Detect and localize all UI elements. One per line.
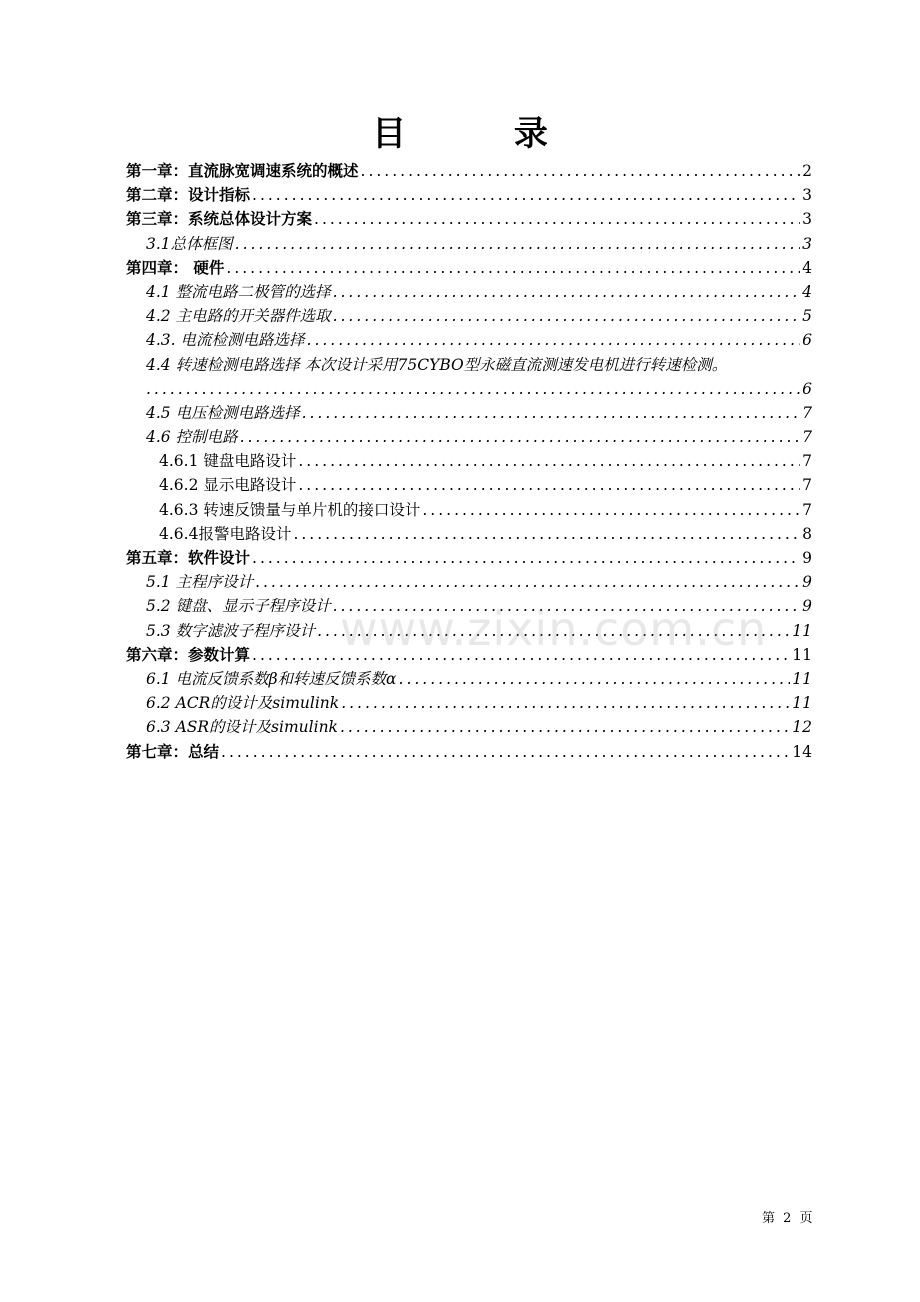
toc-entry-page: 9 — [802, 549, 812, 567]
toc-entry-page: 3 — [802, 210, 812, 229]
toc-entry-label: 5.3 数字滤波子程序设计 — [146, 621, 316, 640]
toc-leader-dots — [341, 691, 790, 715]
toc-entry-label: 4.6.4报警电路设计 — [159, 524, 292, 543]
toc-leader-dots — [293, 522, 800, 546]
toc-entry-page: 7 — [802, 500, 812, 519]
toc-leader-dots — [302, 401, 801, 425]
toc-leader-dots — [314, 207, 800, 231]
toc-leader-dots — [252, 546, 800, 570]
page-number-footer: 第 2 页 — [762, 1211, 813, 1226]
toc-entry-section-5-3[interactable] — [126, 619, 812, 643]
toc-leader-dots — [255, 570, 800, 594]
toc-entry-page: 8 — [802, 524, 812, 543]
toc-entry-label: 第二章：设计指标 — [126, 186, 251, 205]
toc-entry-page: 9 — [802, 573, 812, 592]
toc-entry-page: 14 — [792, 742, 812, 761]
toc-entry-section-5-2[interactable] — [126, 594, 812, 618]
toc-entry-page: 5 — [802, 307, 812, 326]
toc-entry-label: 5.1 主程序设计 — [146, 573, 254, 592]
toc-leader-dots — [298, 473, 800, 497]
toc-entry-page: 7 — [802, 403, 812, 422]
toc-entry-page: 11 — [792, 621, 812, 640]
toc-entry-label: 4.2 主电路的开关器件选取 — [146, 307, 331, 326]
toc-entry-page: 9 — [802, 597, 812, 616]
toc-leader-dots — [333, 280, 801, 304]
toc-entry-label: 第四章： 硬件 — [126, 258, 225, 277]
toc-entry-label: 4.3. 电流检测电路选择 — [146, 331, 305, 350]
toc-entry-chapter-1[interactable] — [126, 159, 812, 183]
toc-entry-label: 4.6.2 显示电路设计 — [159, 476, 297, 495]
toc-entry-label: 4.4 转速检测电路选择 本次设计采用75CYBO型永磁直流测速发电机进行转速检测。 — [146, 355, 728, 374]
toc-leader-dots — [235, 232, 800, 256]
toc-entry-label: 4.6 控制电路 — [146, 428, 238, 447]
toc-entry-label: 3.1总体框图 — [146, 234, 233, 253]
watermark: www.zixin.com.cn — [340, 602, 768, 656]
toc-entry-page: 6 — [802, 331, 812, 350]
toc-entry-chapter-3[interactable] — [126, 207, 812, 231]
toc-entry-section-6-2[interactable] — [126, 691, 812, 715]
toc-entry-label: 5.2 键盘、显示子程序设计 — [146, 597, 331, 616]
toc-entry-page: 4 — [802, 282, 812, 301]
toc-entry-section-4-6-3[interactable] — [126, 498, 812, 522]
toc-entry-section-4-6-1[interactable] — [126, 449, 812, 473]
table-of-contents — [126, 159, 812, 764]
toc-entry-label: 第五章：软件设计 — [126, 549, 251, 567]
toc-leader-dots — [361, 159, 801, 183]
toc-entry-page: 7 — [802, 428, 812, 447]
toc-leader-dots — [252, 183, 800, 207]
toc-entry-label: 4.1 整流电路二极管的选择 — [146, 282, 331, 301]
toc-leader-dots — [399, 667, 791, 691]
toc-entry-chapter-7[interactable] — [126, 740, 812, 764]
toc-entry-label: 4.6.3 转速反馈量与单片机的接口设计 — [159, 500, 421, 519]
toc-entry-page: 4 — [802, 258, 812, 277]
toc-entry-section-4-5[interactable] — [126, 401, 812, 425]
toc-leader-dots — [307, 328, 801, 352]
toc-entry-section-4-4[interactable] — [126, 353, 812, 377]
toc-entry-page: 11 — [792, 694, 812, 713]
toc-entry-page: 11 — [792, 669, 812, 688]
toc-entry-label: 6.2 ACR的设计及simulink — [146, 694, 340, 713]
toc-leader-dots — [240, 425, 801, 449]
toc-entry-page: 7 — [802, 476, 812, 495]
toc-entry-label: 6.3 ASR的设计及simulink — [146, 718, 338, 737]
toc-entry-page: 7 — [802, 452, 812, 471]
toc-leader-dots — [221, 740, 790, 764]
toc-entry-page: 6 — [802, 379, 812, 398]
toc-entry-chapter-5[interactable] — [126, 546, 812, 570]
toc-entry-section-4-4-continued[interactable] — [126, 377, 812, 401]
toc-entry-label: 4.6.1 键盘电路设计 — [159, 452, 297, 471]
toc-leader-dots — [333, 304, 801, 328]
toc-entry-section-3-1[interactable] — [126, 232, 812, 256]
toc-entry-page: 3 — [802, 186, 812, 205]
toc-entry-section-4-1[interactable] — [126, 280, 812, 304]
toc-entry-label: 第三章：系统总体设计方案 — [126, 210, 313, 229]
toc-entry-section-4-6-2[interactable] — [126, 473, 812, 497]
toc-entry-chapter-4[interactable] — [126, 256, 812, 280]
toc-entry-page: 2 — [802, 162, 812, 180]
toc-entry-section-5-1[interactable] — [126, 570, 812, 594]
toc-leader-dots — [333, 594, 801, 618]
toc-entry-page: 12 — [792, 718, 812, 737]
toc-leader-dots — [226, 256, 800, 280]
toc-entry-label: 第七章：总结 — [126, 742, 220, 761]
toc-entry-label: 6.1 电流反馈系数β和转速反馈系数α — [146, 669, 397, 688]
toc-title: 目 录 — [372, 114, 596, 154]
toc-entry-label: 第六章：参数计算 — [126, 645, 251, 664]
toc-entry-section-4-2[interactable] — [126, 304, 812, 328]
toc-entry-section-4-6[interactable] — [126, 425, 812, 449]
toc-leader-dots — [146, 377, 800, 401]
toc-entry-label: 第一章：直流脉宽调速系统的概述 — [126, 162, 359, 180]
toc-entry-page: 3 — [802, 234, 812, 253]
toc-leader-dots — [340, 715, 790, 739]
toc-entry-label: 4.5 电压检测电路选择 — [146, 403, 300, 422]
toc-leader-dots — [422, 498, 800, 522]
toc-leader-dots — [298, 449, 800, 473]
toc-entry-chapter-2[interactable] — [126, 183, 812, 207]
toc-entry-section-4-6-4[interactable] — [126, 522, 812, 546]
toc-leader-dots — [252, 643, 790, 667]
toc-entry-page: 11 — [792, 645, 812, 664]
toc-entry-section-4-3[interactable] — [126, 328, 812, 352]
toc-leader-dots — [317, 619, 790, 643]
toc-entry-section-6-1[interactable] — [126, 667, 812, 691]
toc-entry-section-6-3[interactable] — [126, 715, 812, 739]
toc-entry-chapter-6[interactable] — [126, 643, 812, 667]
